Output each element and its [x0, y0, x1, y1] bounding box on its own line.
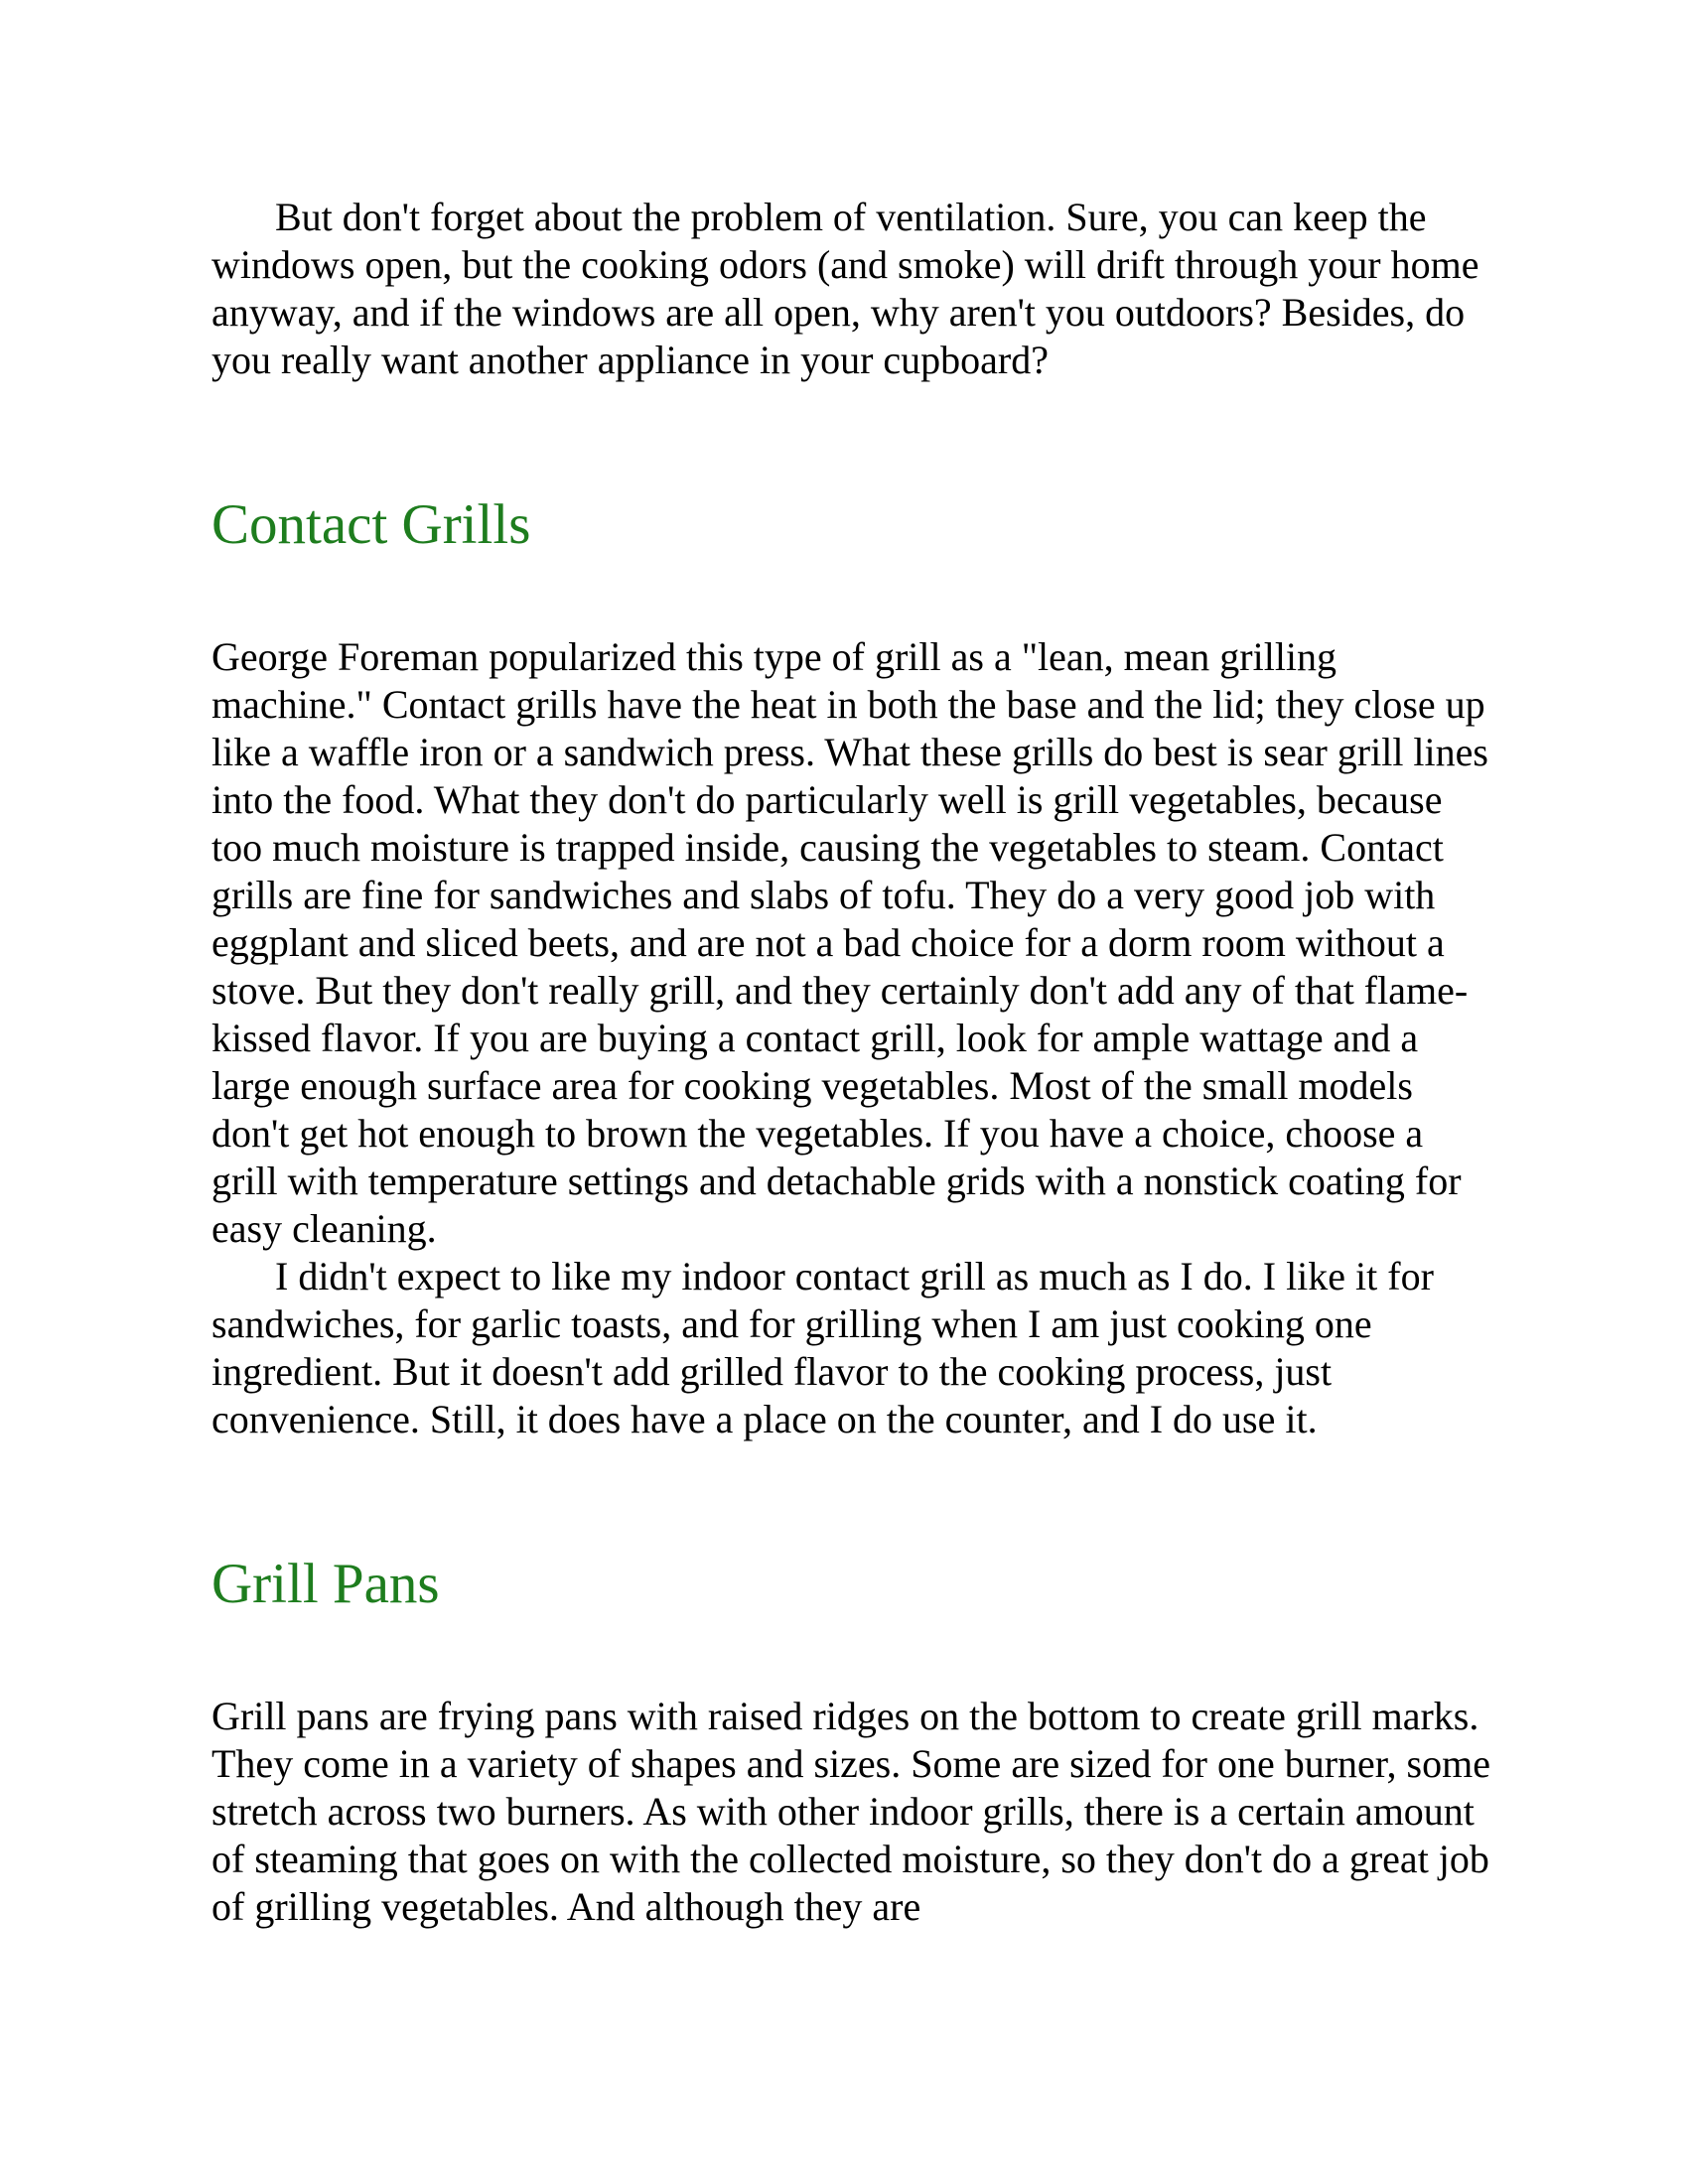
heading-contact-grills: Contact Grills	[211, 493, 531, 556]
paragraph-contact-grills-2: I didn't expect to like my indoor contact grill as much as I do. I like it for sandwiches, for garlic toasts, and for grilling when I am just cooking one ingredient. But it doesn't add grilled flavor to the cooking process, just convenience. Still, it does have a place on the counter, and I do use it.	[211, 1254, 1434, 1441]
document-page	[211, 194, 1492, 1931]
heading-grill-pans: Grill Pans	[211, 1553, 440, 1615]
paragraph-grill-pans-1: Grill pans are frying pans with raised ridges on the bottom to create grill marks. They come in a variety of shapes and sizes. Some are sized for one burner, some stretch across two burners. As with other indoor grills, there is a certain amount of steaming that goes on with the collected moisture, so they don't do a great job of grilling vegetables. And although they are	[211, 1694, 1490, 1929]
paragraph-ventilation: But don't forget about the problem of ventilation. Sure, you can keep the windows open, but the cooking odors (and smoke) will drift through your home anyway, and if the windows are all open, why aren't you outdoors? Besides, do you really want another appliance in your cupboard?	[211, 195, 1479, 382]
paragraph-contact-grills-1: George Foreman popularized this type of grill as a "lean, mean grilling machine." Contact grills have the heat in both the base and the lid; they close up like a waffle iron or a sandwich press. What these grills do best is sear grill lines into the food. What they don't do particularly well is grill vegetables, because too much moisture is trapped inside, causing the vegetables to steam. Contact grills are fine for sandwiches and slabs of tofu. They do a very good job with eggplant and sliced beets, and are not a bad choice for a dorm room without a stove. But they don't really grill, and they certainly don't add any of that flame-kissed flavor. If you are buying a contact grill, look for ample wattage and a large enough surface area for cooking vegetables. Most of the small models don't get hot enough to brown the vegetables. If you have a choice, choose a grill with temperature settings and detachable grids with a nonstick coating for easy cleaning.	[211, 634, 1488, 1251]
